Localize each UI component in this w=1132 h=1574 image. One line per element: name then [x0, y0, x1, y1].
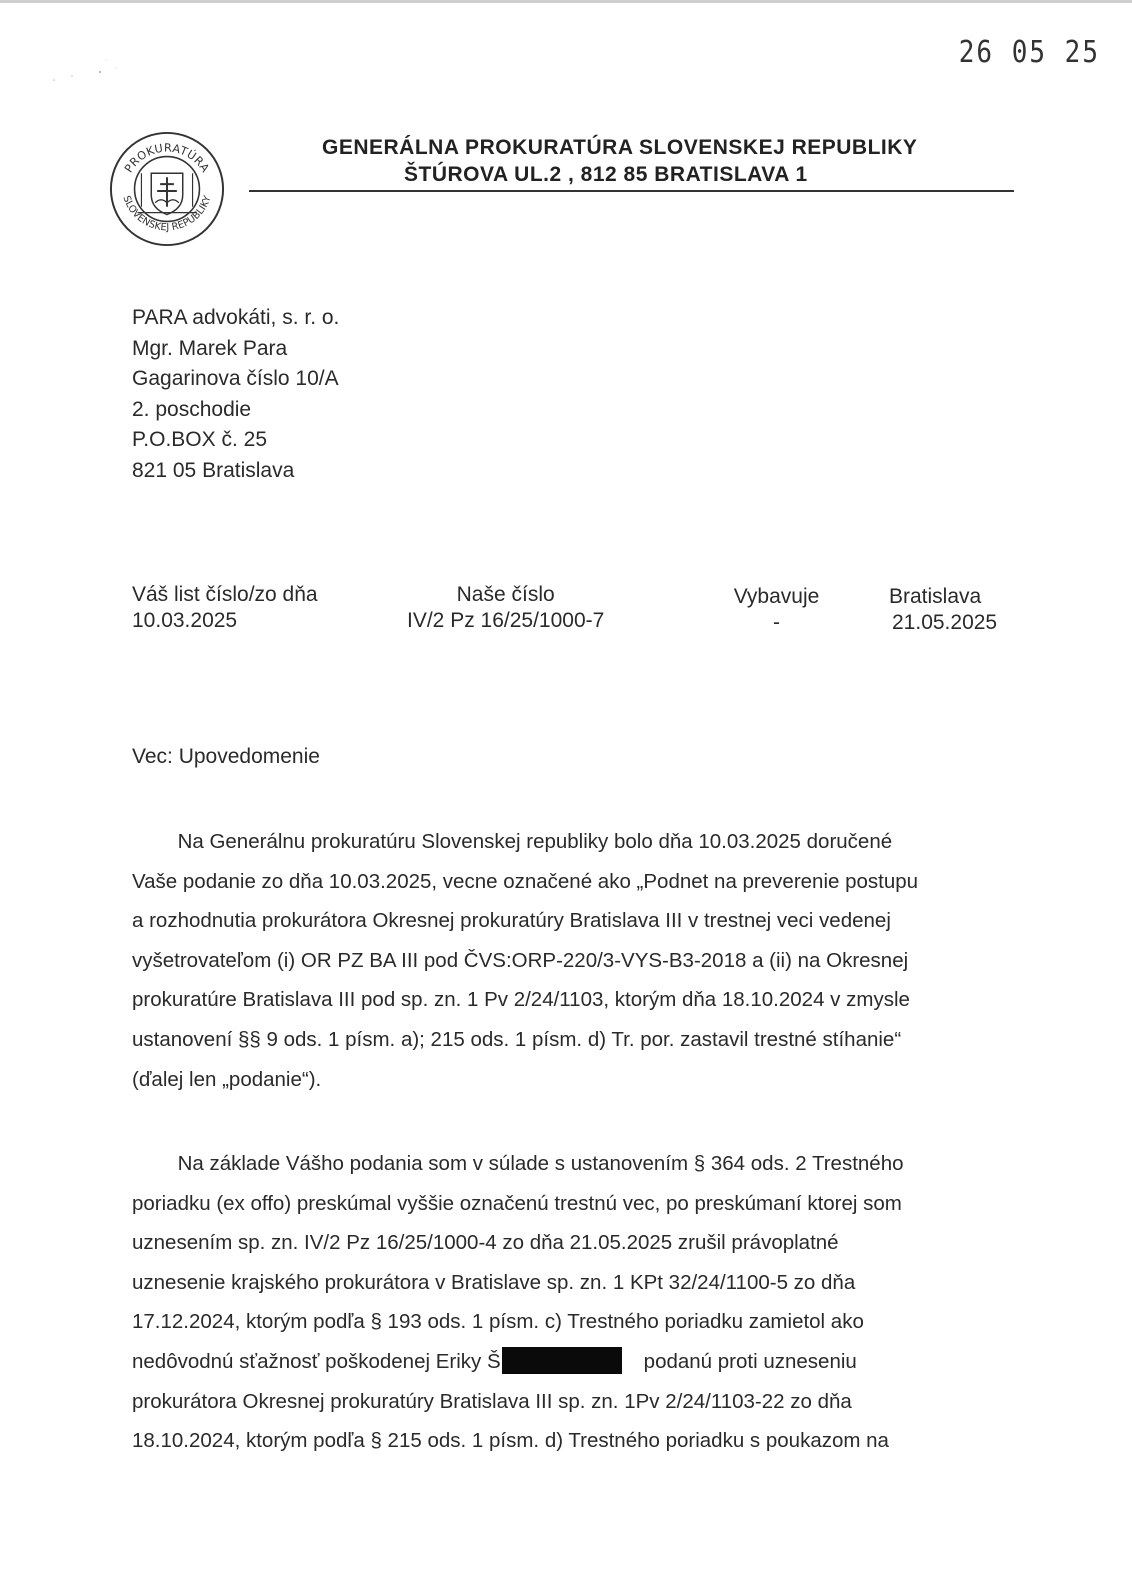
line-text-after-redaction: podanú proti uzneseniu [643, 1349, 857, 1373]
paragraph-line: prokurátora Okresnej prokuratúry Bratislava III sp. zn. 1Pv 2/24/1103-22 zo dňa [132, 1389, 852, 1413]
paragraph-line: poriadku (ex offo) preskúmal vyššie označenú trestnú vec, po preskúmaní ktorej som [132, 1191, 902, 1215]
place-date-ref [889, 584, 997, 636]
line-text-before-redaction: nedôvodnú sťažnosť poškodenej Eriky Š [132, 1349, 501, 1373]
recipient-line: Mgr. Marek Para [132, 336, 288, 360]
handled-by-value: - [773, 611, 780, 634]
handled-by-label: Vybavuje [733, 585, 820, 608]
svg-text:PROKURATÚRA: PROKURATÚRA [122, 141, 212, 175]
your-letter-value: 10.03.2025 [132, 609, 238, 632]
recipient-line: P.O.BOX č. 25 [132, 428, 268, 452]
recipient-line: PARA advokáti, s. r. o. [132, 306, 340, 329]
place-label: Bratislava [889, 585, 982, 608]
paragraph-line: a rozhodnutia prokurátora Okresnej prokuratúry Bratislava III v trestnej veci vedenej [132, 909, 891, 933]
scan-top-edge [0, 0, 1132, 3]
our-number-value: IV/2 Pz 16/25/1000-7 [407, 609, 605, 632]
header-rule [249, 190, 1014, 192]
redacted-paragraph-line [132, 1342, 1008, 1382]
paragraph-2 [132, 1144, 1008, 1461]
paragraph-line: (ďalej len „podanie“). [132, 1067, 322, 1091]
received-date-stamp: 26 05 25 [958, 35, 1100, 71]
paragraph-line: ustanovení §§ 9 ods. 1 písm. a); 215 ods. 1 písm. d) Tr. por. zastavil trestné stíhanie“ [132, 1027, 902, 1051]
paragraph-line: vyšetrovateľom (i) OR PZ BA III pod ČVS:ORP-220/3-VYS-B3-2018 a (ii) na Okresnej [132, 948, 909, 972]
paragraph-line: 18.10.2024, ktorým podľa § 215 ods. 1 písm. d) Trestného poriadku s poukazom na [132, 1429, 889, 1453]
paragraph-line: Na Generálnu prokuratúru Slovenskej republiky bolo dňa 10.03.2025 doručené [132, 830, 893, 853]
subject-line: Vec: Upovedomenie [132, 745, 320, 768]
paragraph-line: uznesením sp. zn. IV/2 Pz 16/25/1000-4 zo dňa 21.05.2025 zrušil právoplatné [132, 1231, 839, 1255]
paragraph-line: prokuratúre Bratislava III pod sp. zn. 1 Pv 2/24/1103, ktorým dňa 18.10.2024 v zmysle [132, 988, 910, 1012]
paragraph-line: Vaše podanie zo dňa 10.03.2025, vecne označené ako „Podnet na preverenie postupu [132, 869, 919, 893]
svg-text:SLOVENSKEJ REPUBLIKY: SLOVENSKEJ REPUBLIKY [120, 194, 214, 234]
recipient-address-block [132, 303, 339, 487]
recipient-line: 821 05 Bratislava [132, 458, 295, 482]
institution-address: ŠTÚROVA UL.2 , 812 85 BRATISLAVA 1 [404, 163, 808, 186]
paragraph-1 [132, 822, 1008, 1099]
redaction-bar [502, 1347, 622, 1374]
our-number-ref [407, 582, 604, 634]
your-letter-label: Váš list číslo/zo dňa [132, 583, 318, 606]
your-letter-ref [132, 582, 318, 634]
paragraph-line: uznesenie krajského prokurátora v Bratislave sp. zn. 1 KPt 32/24/1100-5 zo dňa [132, 1270, 856, 1294]
paragraph-line: 17.12.2024, ktorým podľa § 193 ods. 1 písm. c) Trestného poriadku zamietol ako [132, 1310, 864, 1334]
recipient-line: Gagarinova číslo 10/A [132, 367, 339, 391]
paragraph-line: Na základe Vášho podania som v súlade s ustanovením § 364 ods. 2 Trestného [132, 1152, 904, 1175]
our-number-label: Naše číslo [456, 583, 555, 606]
recipient-line: 2. poschodie [132, 397, 252, 421]
prosecutor-seal-logo [108, 130, 226, 248]
letter-date: 21.05.2025 [892, 611, 998, 634]
scan-specks [50, 50, 130, 90]
handled-by-ref [729, 584, 824, 636]
institution-name: GENERÁLNA PROKURATÚRA SLOVENSKEJ REPUBLIKY [322, 136, 918, 159]
